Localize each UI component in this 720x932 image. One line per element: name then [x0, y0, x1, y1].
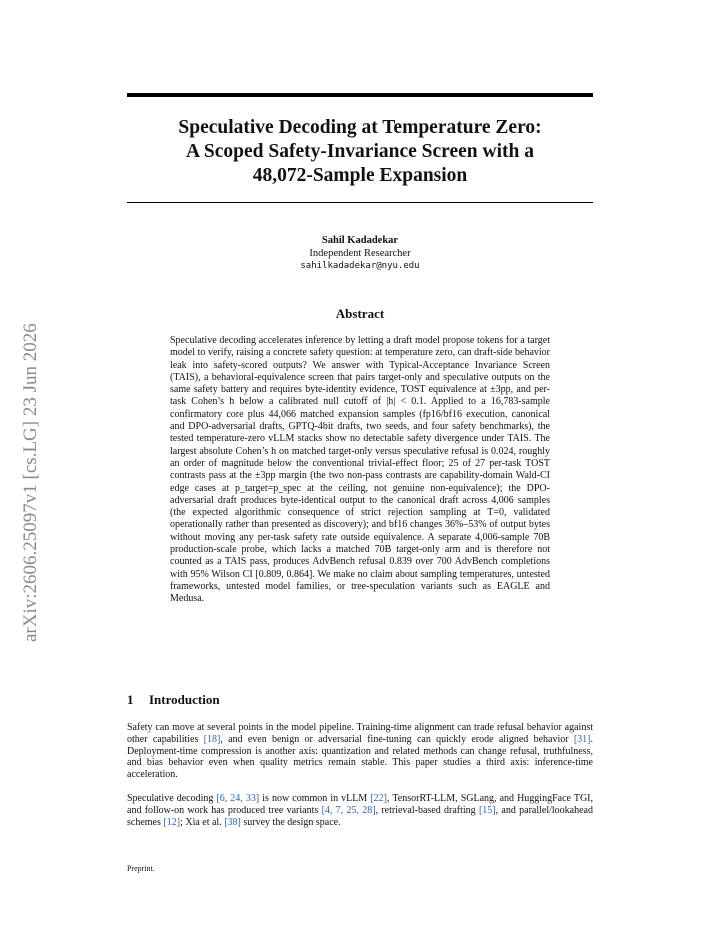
section-title: Introduction: [149, 692, 220, 707]
text-run: Speculative decoding: [127, 793, 217, 804]
title-line-1: Speculative Decoding at Temperature Zero:: [178, 117, 542, 138]
intro-paragraph-2: [127, 793, 593, 828]
text-run: , and even benign or adversarial fine-tuning can quickly erode aligned behavior: [220, 733, 574, 745]
author-email[interactable]: sahilkadadekar@nyu.edu: [300, 261, 420, 271]
citation-link[interactable]: [12]: [163, 816, 181, 828]
text-run: , and parallel/lookahead schemes: [127, 804, 593, 828]
author-name: Sahil Kadadekar: [321, 235, 399, 246]
citation-link[interactable]: [38]: [224, 816, 241, 828]
section-number: 1: [127, 692, 134, 707]
citation-link[interactable]: [22]: [370, 793, 387, 804]
author-block: [127, 234, 593, 273]
citation-link[interactable]: [15]: [478, 804, 496, 816]
section-heading: [127, 692, 220, 708]
author-affiliation: Independent Researcher: [309, 248, 411, 259]
citation-link[interactable]: [4, 7, 25, 28]: [321, 804, 376, 816]
intro-paragraph-1: [127, 722, 593, 781]
footer-note: Preprint.: [127, 864, 155, 873]
text-run: is now common in vLLM: [259, 793, 371, 804]
citation-link[interactable]: [18]: [203, 733, 221, 745]
text-run: ; Xia et al.: [180, 816, 225, 828]
text-run: , retrieval-based drafting: [375, 804, 479, 816]
abstract-body: Speculative decoding accelerates inference by letting a draft model propose tokens for a target model to verify, raising a concrete safety question: at temperature zero, can draft-side behavior leak into safety-scored outputs? We answer with Typical-Acceptance Invariance Screen (TAIS), a behavioral-equivalence screen that pairs target-only and speculative outputs on the same safety battery and requires byte-identity evidence, TOST equivalence at ±3pp, and per-task Cohen’s h below a calibrated null cutoff of |h| < 0.1. Applied to a 16,783-sample confirmatory core plus 44,066 matched expansion samples (fp16/bf16 execution, canonical and DPO-adversarial drafts, GPTQ-4bit drafts, two seeds, and four safety benchmarks), the tested temperature-zero vLLM stacks show no detectable safety divergence under TAIS. The largest absolute Cohen’s h on matched target-only versus speculative refusal is 0.024, roughly an order of magnitude below the conventional trivial-effect floor; 25 of 27 per-task TOST contrasts pass at the ±3pp margin (the two non-pass contrasts are capability-domain Wald-CI edge cases at p_target=p_spec at the ceiling, not genuine non-equivalence); the DPO-adversarial draft produces byte-identical output to the canonical draft across 4,006 samples (the expected algorithmic consequence of strict rejection sampling at T=0, validated operationally rather than presented as discovery); and bf16 changes 36%–53% of output bytes without moving any per-task safety rate outside equivalence. A separate 4,006-sample 70B production-scale probe, which lacks a matched 70B target-only arm and is therefore not counted as a TAIS pass, produces AdvBench refusal 0.839 over 700 AdvBench completions with 95% Wilson CI [0.809, 0.864]. We make no claim about sampling temperatures, untested frameworks, untested model families, or tree-speculation variants such as EAGLE and Medusa.: [170, 335, 550, 605]
text-run: . Deployment-time compression is another axis: quantization and related methods can change refusal, truthfulness, and bias behavior even when quality metrics remain stable. This paper studies a third axis: inference-time acceleration.: [127, 733, 594, 781]
title-bottom-rule: [127, 202, 593, 203]
arxiv-identifier: arXiv:2606.25097v1 [cs.LG] 23 Jun 2026: [20, 323, 41, 642]
text-run: Safety can move at several points in the model pipeline. Training-time alignment can trade refusal behavior against other capabilities: [127, 722, 593, 745]
paper-title: [127, 116, 593, 188]
text-run: survey the design space.: [240, 816, 341, 828]
citation-link[interactable]: [6, 24, 33]: [216, 793, 260, 804]
text-run: , TensorRT-LLM, SGLang, and HuggingFace TGI, and follow-on work has produced tree variants: [127, 793, 593, 816]
title-line-3: 48,072-Sample Expansion: [252, 165, 468, 186]
abstract-heading: Abstract: [335, 306, 385, 321]
citation-link[interactable]: [31]: [573, 733, 591, 745]
title-line-2: A Scoped Safety-Invariance Screen with a: [186, 141, 534, 162]
title-top-rule: [127, 93, 593, 97]
